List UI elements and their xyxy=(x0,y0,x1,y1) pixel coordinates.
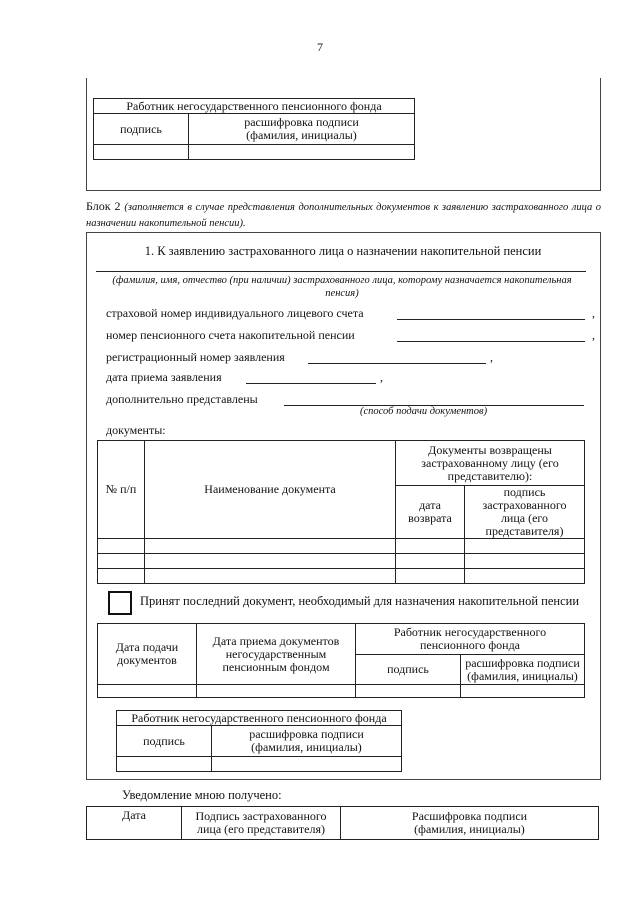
top-decode-label: расшифровка подписи (фамилия, инициалы) xyxy=(189,114,415,145)
documents-label: документы: xyxy=(106,423,166,437)
accepted-text: Принят последний документ, необходимый для назначения накопительной пенсии xyxy=(140,594,580,608)
accept-submit-header: Дата подачи документов xyxy=(98,624,197,685)
doc-signature-header: подпись застрахованного лица (его представителя) xyxy=(465,486,585,539)
regnum-input[interactable] xyxy=(308,363,486,364)
cell[interactable] xyxy=(98,685,197,698)
doc-returned-header: Документы возвращены застрахованному лицу (его представителю): xyxy=(396,441,585,486)
top-worker-header: Работник негосударственного пенсионного фонда xyxy=(94,99,415,114)
cell[interactable] xyxy=(465,569,585,584)
account-comma: , xyxy=(592,328,595,342)
accept-receive-header: Дата приема документов негосударственным пенсионным фондом xyxy=(197,624,356,685)
cell[interactable] xyxy=(98,554,145,569)
cell[interactable] xyxy=(197,685,356,698)
snils-label: страховой номер индивидуального лицевого счета xyxy=(106,306,364,320)
snils-input[interactable] xyxy=(397,319,585,320)
doc-name-header: Наименование документа xyxy=(145,441,396,539)
cell[interactable] xyxy=(98,539,145,554)
worker2-decode-cell[interactable] xyxy=(212,757,402,772)
top-sign-label: подпись xyxy=(94,114,189,145)
accept-decode-header: расшифровка подписи (фамилия, инициалы) xyxy=(461,655,585,685)
top-sign-cell[interactable] xyxy=(94,145,189,160)
worker-table-2 xyxy=(116,710,402,772)
notice-signature-header: Подпись застрахованного лица (его представителя) xyxy=(182,807,341,840)
regnum-label: регистрационный номер заявления xyxy=(106,350,285,364)
block2-intro xyxy=(86,199,601,231)
worker2-decode-label: расшифровка подписи (фамилия, инициалы) xyxy=(212,726,402,757)
cell[interactable] xyxy=(98,569,145,584)
accept-sign-header: подпись xyxy=(356,655,461,685)
notice-decode-header: Расшифровка подписи (фамилия, инициалы) xyxy=(341,807,599,840)
page-number: 7 xyxy=(317,40,323,54)
section-title: 1. К заявлению застрахованного лица о назначении накопительной пенсии xyxy=(144,244,542,258)
worker2-sign-cell[interactable] xyxy=(117,757,212,772)
cell[interactable] xyxy=(145,554,396,569)
cell[interactable] xyxy=(396,569,465,584)
cell[interactable] xyxy=(145,539,396,554)
table-row xyxy=(98,539,585,554)
doc-return-date-header: дата возврата xyxy=(396,486,465,539)
notice-date-header: Дата xyxy=(87,807,182,840)
doc-num-header: № п/п xyxy=(98,441,145,539)
method-hint: (способ подачи документов) xyxy=(360,406,488,417)
date-comma: , xyxy=(380,370,383,384)
top-decode-cell[interactable] xyxy=(189,145,415,160)
accept-table xyxy=(97,623,585,698)
regnum-comma: , xyxy=(490,350,493,364)
documents-table xyxy=(97,440,585,584)
cell[interactable] xyxy=(396,539,465,554)
worker2-header: Работник негосударственного пенсионного фонда xyxy=(117,711,402,726)
snils-comma: , xyxy=(592,306,595,320)
notice-label: Уведомление мною получено: xyxy=(122,788,282,802)
table-row xyxy=(98,685,585,698)
table-row xyxy=(98,569,585,584)
fio-hint: (фамилия, имя, отчество (при наличии) застрахованного лица, которому назначается накопительная пенсия) xyxy=(112,275,572,299)
block2-note: (заполняется в случае представления дополнительных документов к заявлению застрахованного лица о назначении накопительной пенсии). xyxy=(86,202,602,229)
cell[interactable] xyxy=(396,554,465,569)
cell[interactable] xyxy=(465,554,585,569)
date-label: дата приема заявления xyxy=(106,370,222,384)
cell[interactable] xyxy=(356,685,461,698)
block2-prefix: Блок 2 xyxy=(86,199,121,213)
extra-label: дополнительно представлены xyxy=(106,392,258,406)
fio-line[interactable] xyxy=(96,271,586,272)
accept-worker-header: Работник негосударственного пенсионного фонда xyxy=(356,624,585,655)
top-worker-table xyxy=(93,98,415,160)
date-input[interactable] xyxy=(246,383,376,384)
accepted-checkbox[interactable] xyxy=(108,591,132,615)
cell[interactable] xyxy=(465,539,585,554)
table-row xyxy=(98,554,585,569)
cell[interactable] xyxy=(461,685,585,698)
cell[interactable] xyxy=(145,569,396,584)
account-input[interactable] xyxy=(397,341,585,342)
notice-table xyxy=(86,806,599,840)
worker2-sign-label: подпись xyxy=(117,726,212,757)
account-label: номер пенсионного счета накопительной пенсии xyxy=(106,328,355,342)
